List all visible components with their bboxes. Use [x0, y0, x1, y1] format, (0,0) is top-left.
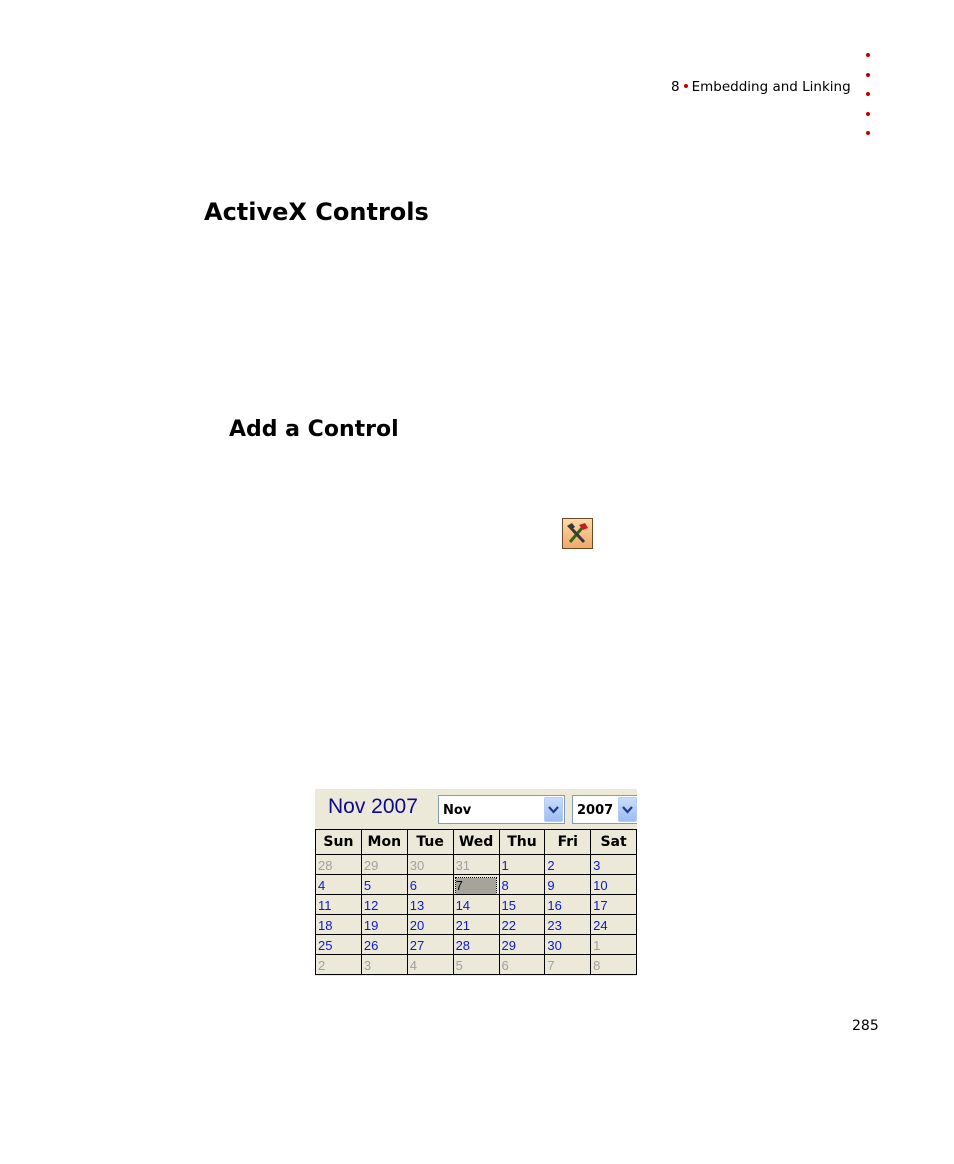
separator-dot — [684, 84, 688, 88]
calendar-day-label: 17 — [593, 898, 608, 913]
calendar-day-label: 10 — [593, 878, 608, 893]
calendar-day[interactable] — [407, 915, 453, 935]
calendar-grid — [315, 829, 637, 975]
calendar-day-label: 18 — [318, 918, 333, 933]
calendar-day-label: 8 — [593, 958, 601, 973]
calendar-day-label: 12 — [363, 898, 379, 913]
calendar-day[interactable] — [499, 875, 545, 895]
calendar-day[interactable] — [361, 875, 407, 895]
calendar-day-label: 28 — [455, 938, 471, 953]
calendar-day-label: 11 — [318, 898, 332, 913]
calendar-day[interactable] — [545, 935, 591, 955]
calendar-day[interactable] — [453, 895, 499, 915]
calendar-day-label: 3 — [363, 958, 372, 973]
calendar-day-label: 30 — [547, 938, 562, 953]
calendar-day[interactable] — [407, 895, 453, 915]
calendar-day[interactable] — [407, 955, 453, 975]
weekday-header: Sun — [316, 830, 362, 855]
page-title: ActiveX Controls — [204, 198, 429, 226]
calendar-day[interactable] — [545, 895, 591, 915]
calendar-day[interactable] — [499, 855, 545, 875]
calendar-day[interactable] — [407, 875, 453, 895]
bullet-dot — [866, 112, 870, 116]
calendar-week-row — [316, 955, 637, 975]
calendar-day-label: 9 — [547, 878, 555, 893]
calendar-day[interactable] — [361, 915, 407, 935]
calendar-day[interactable] — [591, 935, 637, 955]
calendar-day[interactable] — [453, 955, 499, 975]
calendar-week-row — [316, 855, 637, 875]
calendar-control[interactable] — [315, 789, 637, 976]
calendar-day[interactable] — [316, 915, 362, 935]
calendar-day[interactable] — [545, 875, 591, 895]
calendar-day[interactable] — [545, 915, 591, 935]
calendar-day-label: 7 — [547, 958, 555, 973]
calendar-day-label: 2 — [318, 958, 326, 973]
chevron-down-icon[interactable] — [544, 797, 563, 822]
calendar-day-label: 14 — [455, 898, 471, 913]
calendar-day-label: 24 — [593, 918, 608, 933]
calendar-day[interactable] — [453, 855, 499, 875]
calendar-day[interactable] — [361, 955, 407, 975]
calendar-day[interactable] — [316, 855, 362, 875]
weekday-header: Tue — [407, 830, 453, 855]
calendar-week-row — [316, 895, 637, 915]
calendar-day-label: 29 — [501, 938, 516, 953]
calendar-day-label: 21 — [455, 918, 471, 933]
weekday-header-row — [316, 830, 637, 855]
calendar-day-label: 4 — [318, 878, 326, 893]
calendar-week-row — [316, 935, 637, 955]
calendar-day-label: 5 — [455, 958, 463, 973]
calendar-week-row — [316, 875, 637, 895]
calendar-day-label: 20 — [409, 918, 425, 933]
calendar-day-selected[interactable] — [453, 875, 499, 895]
calendar-day-label: 23 — [547, 918, 562, 933]
calendar-day-label: 5 — [363, 878, 372, 893]
chapter-number: 8 — [671, 79, 680, 95]
calendar-day-label: 6 — [409, 878, 417, 893]
margin-dots — [866, 53, 872, 151]
calendar-day[interactable] — [361, 935, 407, 955]
calendar-day[interactable] — [591, 955, 637, 975]
calendar-day-label: 25 — [318, 938, 333, 953]
bullet-dot — [866, 92, 870, 96]
calendar-day-label: 1 — [593, 938, 601, 953]
calendar-day[interactable] — [545, 855, 591, 875]
calendar-day[interactable] — [591, 915, 637, 935]
section-heading: Add a Control — [229, 417, 399, 442]
calendar-day-label: 26 — [363, 938, 379, 953]
weekday-header: Fri — [545, 830, 591, 855]
calendar-day-label: 4 — [409, 958, 417, 973]
calendar-day[interactable] — [453, 915, 499, 935]
calendar-day[interactable] — [453, 935, 499, 955]
year-select-value: 2007 — [577, 803, 614, 818]
calendar-day-label: 31 — [455, 858, 471, 873]
calendar-week-row — [316, 915, 637, 935]
calendar-day[interactable] — [499, 915, 545, 935]
calendar-day[interactable] — [407, 855, 453, 875]
calendar-day[interactable] — [361, 855, 407, 875]
weekday-header: Mon — [361, 830, 407, 855]
calendar-day[interactable] — [591, 875, 637, 895]
calendar-day[interactable] — [316, 935, 362, 955]
calendar-day[interactable] — [499, 895, 545, 915]
calendar-day-label: 29 — [363, 858, 379, 873]
year-select[interactable] — [572, 795, 637, 824]
calendar-day-label: 15 — [501, 898, 516, 913]
weekday-header: Thu — [499, 830, 545, 855]
weekday-header: Sat — [591, 830, 637, 855]
calendar-day-label: 6 — [501, 958, 509, 973]
calendar-day[interactable] — [316, 895, 362, 915]
calendar-day-label: 13 — [409, 898, 425, 913]
month-select[interactable] — [438, 795, 565, 824]
calendar-day-label: 8 — [501, 878, 509, 893]
running-header — [671, 79, 851, 95]
page-number: 285 — [852, 1018, 879, 1034]
calendar-day[interactable] — [545, 955, 591, 975]
calendar-day[interactable] — [361, 895, 407, 915]
chevron-down-icon[interactable] — [618, 797, 637, 822]
calendar-day-label: 28 — [318, 858, 333, 873]
calendar-day[interactable] — [407, 935, 453, 955]
calendar-day[interactable] — [316, 955, 362, 975]
calendar-day-label: 22 — [501, 918, 516, 933]
section-title: Embedding and Linking — [691, 79, 851, 95]
bullet-dot — [866, 73, 870, 77]
bullet-dot — [866, 53, 870, 57]
calendar-day-label: 2 — [547, 858, 555, 873]
calendar-day[interactable] — [316, 875, 362, 895]
calendar-title: Nov 2007 — [328, 795, 418, 818]
calendar-day-label: 30 — [409, 858, 425, 873]
month-select-value: Nov — [443, 803, 472, 818]
calendar-day[interactable] — [499, 935, 545, 955]
activex-tool-icon — [562, 518, 593, 549]
calendar-day-label: 19 — [363, 918, 379, 933]
calendar-day[interactable] — [591, 895, 637, 915]
weekday-header: Wed — [453, 830, 499, 855]
calendar-day-label: 7 — [456, 878, 496, 894]
calendar-day[interactable] — [499, 955, 545, 975]
calendar-day-label: 27 — [409, 938, 425, 953]
calendar-day-label: 3 — [593, 858, 601, 873]
calendar-day-label: 16 — [547, 898, 562, 913]
calendar-day-label: 1 — [501, 858, 509, 873]
calendar-day[interactable] — [591, 855, 637, 875]
bullet-dot — [866, 131, 870, 135]
